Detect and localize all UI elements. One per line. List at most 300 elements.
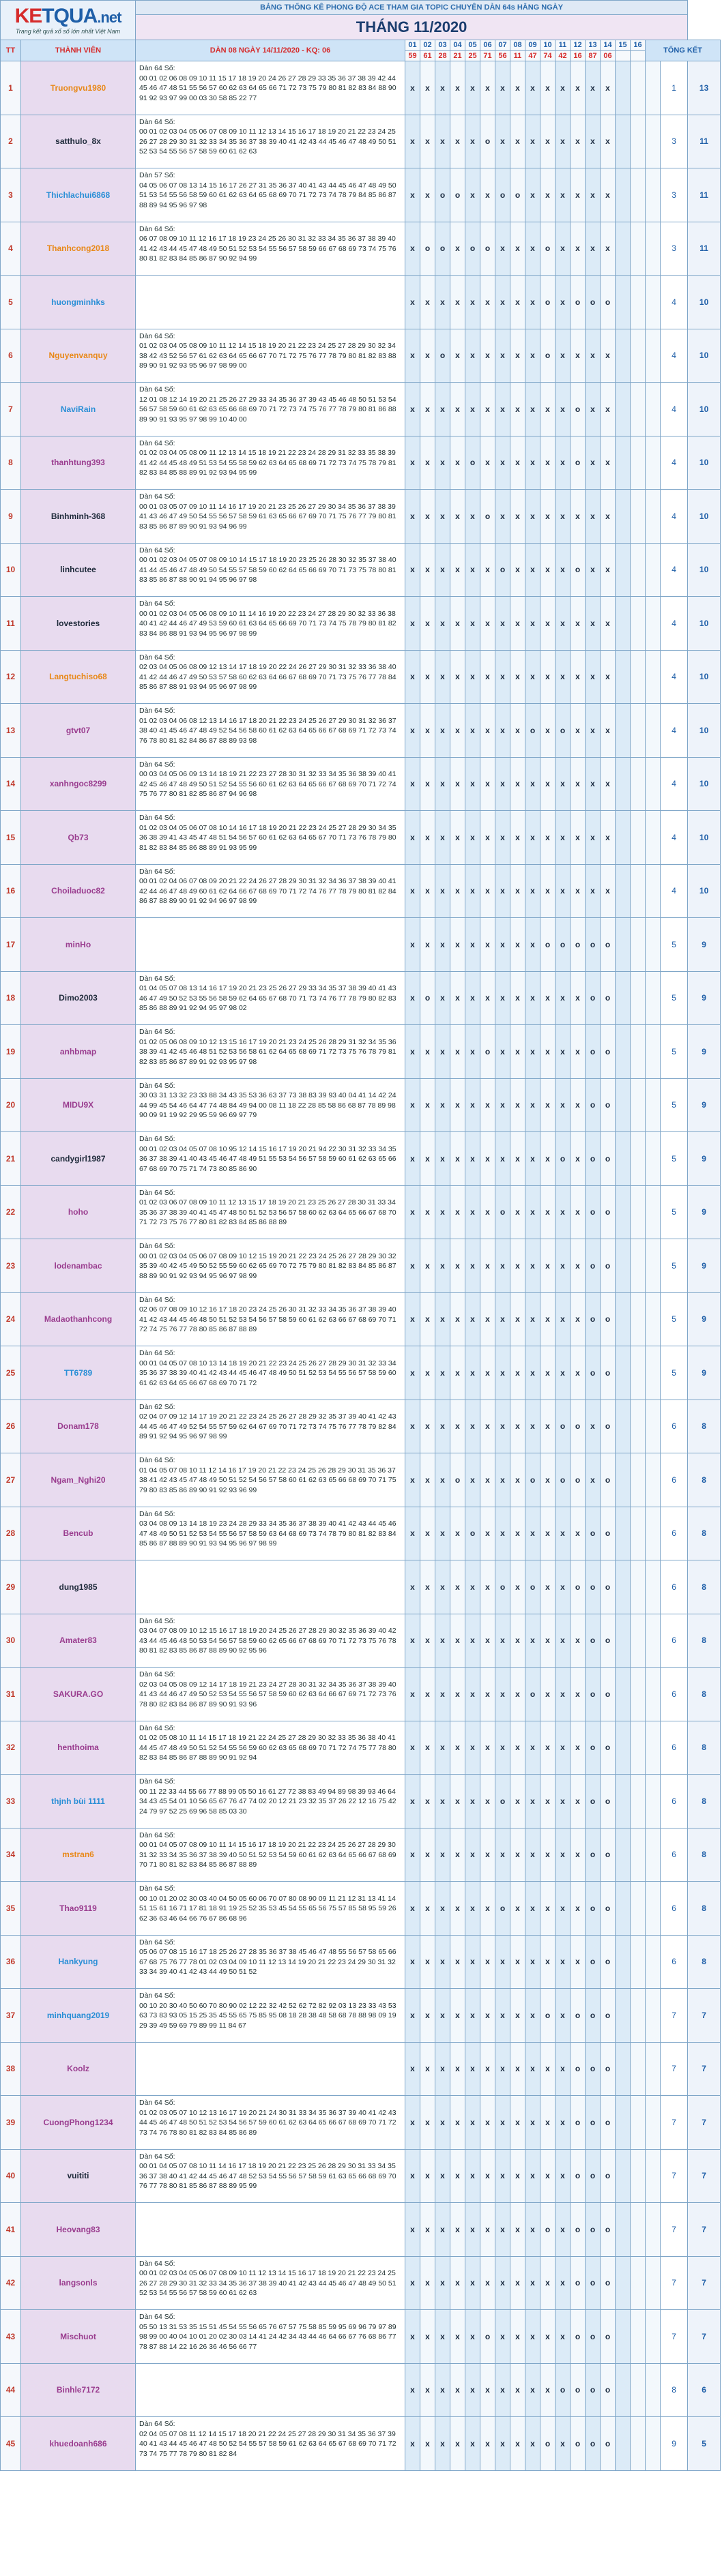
member-name[interactable]: minHo	[21, 918, 136, 972]
day-mark: o	[601, 2363, 616, 2417]
number-set-heading: Dàn 62 Số:	[139, 1402, 175, 1411]
member-name[interactable]: Bencub	[21, 1507, 136, 1560]
number-set-heading: Dàn 64 Số:	[139, 224, 175, 233]
member-name[interactable]: Choiladuoc82	[21, 864, 136, 918]
member-name[interactable]: mstran6	[21, 1828, 136, 1882]
day-mark: x	[571, 1292, 586, 1346]
member-name[interactable]: Koolz	[21, 2042, 136, 2096]
day-mark: x	[405, 811, 420, 865]
member-name[interactable]: gtvt07	[21, 704, 136, 758]
day-mark	[616, 971, 631, 1025]
day-mark: x	[555, 2042, 571, 2096]
day-mark: x	[480, 1292, 495, 1346]
day-mark: x	[450, 2149, 465, 2203]
day-mark: o	[586, 2042, 601, 2096]
number-set	[136, 1721, 405, 1775]
day-mark: x	[465, 2203, 480, 2257]
row-index: 6	[1, 329, 21, 383]
day-mark: x	[435, 490, 450, 544]
day-mark: x	[571, 168, 586, 222]
day-mark: x	[465, 971, 480, 1025]
day-mark: o	[601, 1132, 616, 1186]
day-mark: x	[601, 383, 616, 436]
day-mark: x	[510, 1185, 525, 1239]
day-mark: x	[495, 2203, 510, 2257]
number-set-values: 00 01 03 05 07 09 10 11 14 16 17 19 20 21 23 25 26 27 29 30 34 35 36 37 38 39 41 43 46 47 49 50 54 55 56 57 58 59 61 63 65 66 67 69 70 71 75 76 77 79 80 81 83 85 86 87 89 90 91 93 94 96 99	[139, 502, 396, 531]
day-mark: x	[571, 1668, 586, 1721]
day-mark: x	[465, 2149, 480, 2203]
day-mark: x	[405, 1078, 420, 1132]
member-name[interactable]: xanhngoc8299	[21, 757, 136, 811]
day-mark: x	[495, 115, 510, 168]
day-mark: x	[495, 1025, 510, 1079]
day-mark: x	[525, 597, 540, 651]
day-mark	[631, 2310, 646, 2364]
day-mark: x	[435, 2310, 450, 2364]
day-mark	[616, 2417, 631, 2471]
day-mark: o	[525, 1453, 540, 1507]
day-mark: x	[571, 1775, 586, 1829]
day-mark: o	[586, 2310, 601, 2364]
hit-count: 10	[688, 864, 721, 918]
table-row	[1, 2096, 721, 2150]
number-set	[136, 2417, 405, 2471]
day-mark: x	[601, 757, 616, 811]
member-name[interactable]: hoho	[21, 1185, 136, 1239]
day-mark: x	[510, 115, 525, 168]
day-mark: o	[571, 1453, 586, 1507]
day-mark: o	[586, 1775, 601, 1829]
member-name[interactable]: anhbmap	[21, 1025, 136, 1079]
member-name[interactable]: SAKURA.GO	[21, 1668, 136, 1721]
miss-count: 6	[661, 1560, 688, 1614]
day-mark: o	[571, 2096, 586, 2150]
day-mark: x	[555, 383, 571, 436]
day-header-11: 11	[555, 40, 571, 51]
day-mark: x	[525, 1614, 540, 1668]
member-name[interactable]: thjnh bùi 1111	[21, 1775, 136, 1829]
day-mark: x	[525, 1882, 540, 1936]
day-mark: x	[525, 757, 540, 811]
day-mark: x	[555, 115, 571, 168]
spacer-cell	[646, 1560, 661, 1614]
row-index: 13	[1, 704, 21, 758]
day-mark: x	[601, 597, 616, 651]
day-mark: o	[586, 1346, 601, 1400]
number-set-values: 03 04 08 09 13 14 18 19 23 24 28 29 33 34 35 36 37 38 39 40 41 42 43 44 45 46 47 48 49 50 51 52 53 54 55 56 57 58 59 63 64 68 69 73 74 78 79 80 81 82 83 84 85 86 87 88 89 90 91 93 94 95 96 97 98 99	[139, 1520, 396, 1548]
day-mark: x	[495, 811, 510, 865]
day-mark: x	[555, 276, 571, 329]
spacer-cell	[646, 704, 661, 758]
day-mark	[631, 1775, 646, 1829]
row-index: 20	[1, 1078, 21, 1132]
day-mark: x	[435, 704, 450, 758]
hit-count: 13	[688, 61, 721, 115]
logo[interactable]: KETQUA.net	[14, 5, 121, 27]
row-index: 34	[1, 1828, 21, 1882]
day-mark: x	[405, 1453, 420, 1507]
day-mark: x	[601, 222, 616, 276]
day-mark: x	[405, 2042, 420, 2096]
hit-count: 6	[688, 2363, 721, 2417]
day-mark: x	[525, 811, 540, 865]
row-index: 18	[1, 971, 21, 1025]
day-header-14: 14	[601, 40, 616, 51]
miss-count: 7	[661, 1989, 688, 2043]
member-name[interactable]: vuititi	[21, 2149, 136, 2203]
day-mark: x	[510, 1292, 525, 1346]
day-mark: x	[495, 650, 510, 704]
table-row	[1, 2203, 721, 2257]
member-name[interactable]: Madaothanhcong	[21, 1292, 136, 1346]
table-row	[1, 918, 721, 972]
day-mark	[616, 597, 631, 651]
member-name[interactable]: Truongvu1980	[21, 61, 136, 115]
day-mark: x	[586, 436, 601, 490]
day-mark: x	[601, 61, 616, 115]
member-name[interactable]: dung1985	[21, 1560, 136, 1614]
day-mark: x	[525, 2417, 540, 2471]
day-mark: x	[435, 1560, 450, 1614]
day-mark: x	[540, 2256, 555, 2310]
day-mark: o	[601, 1828, 616, 1882]
row-index: 26	[1, 1400, 21, 1453]
member-name[interactable]: NaviRain	[21, 383, 136, 436]
day-mark: x	[420, 1453, 435, 1507]
day-mark: x	[525, 971, 540, 1025]
day-mark: x	[480, 1882, 495, 1936]
day-mark: x	[540, 1025, 555, 1079]
day-mark: x	[435, 1400, 450, 1453]
day-mark: x	[555, 1239, 571, 1293]
day-mark: o	[586, 1560, 601, 1614]
day-mark: x	[405, 650, 420, 704]
member-name[interactable]: CuongPhong1234	[21, 2096, 136, 2150]
day-mark: x	[450, 1935, 465, 1989]
day-mark: x	[480, 1078, 495, 1132]
day-mark: x	[450, 2363, 465, 2417]
day-mark: x	[586, 757, 601, 811]
day-mark: x	[480, 1989, 495, 2043]
day-mark: x	[405, 2149, 420, 2203]
day-mark: x	[525, 61, 540, 115]
table-row	[1, 1025, 721, 1079]
day-mark: x	[495, 1614, 510, 1668]
day-mark: x	[405, 597, 420, 651]
day-mark: x	[571, 1239, 586, 1293]
table-row	[1, 1668, 721, 1721]
member-name[interactable]: Dimo2003	[21, 971, 136, 1025]
day-mark: x	[540, 1078, 555, 1132]
miss-count: 5	[661, 1078, 688, 1132]
day-mark: x	[465, 1132, 480, 1186]
spacer-cell	[646, 1882, 661, 1936]
day-mark: x	[510, 918, 525, 972]
member-name[interactable]: Qb73	[21, 811, 136, 865]
day-mark: x	[450, 222, 465, 276]
number-set-heading: Dàn 64 Số:	[139, 2313, 175, 2321]
day-mark	[631, 1721, 646, 1775]
day-mark: x	[571, 597, 586, 651]
day-mark: x	[480, 2363, 495, 2417]
member-name[interactable]: khuedoanh686	[21, 2417, 136, 2471]
day-mark: x	[525, 1507, 540, 1560]
row-index: 39	[1, 2096, 21, 2150]
day-mark: x	[465, 1935, 480, 1989]
day-mark: x	[571, 971, 586, 1025]
day-mark: x	[420, 1400, 435, 1453]
member-name[interactable]: Binhle7172	[21, 2363, 136, 2417]
day-mark: x	[450, 276, 465, 329]
number-set	[136, 436, 405, 490]
spacer-cell	[646, 1668, 661, 1721]
row-index: 16	[1, 864, 21, 918]
day-mark: x	[450, 115, 465, 168]
day-mark	[616, 1775, 631, 1829]
day-mark: x	[571, 864, 586, 918]
day-mark: x	[420, 436, 435, 490]
row-index: 14	[1, 757, 21, 811]
day-mark: x	[405, 918, 420, 972]
day-mark: o	[525, 704, 540, 758]
day-mark: x	[450, 1132, 465, 1186]
number-set-values: 02 04 05 07 08 11 12 14 15 17 18 20 21 22 24 25 27 28 29 30 31 34 35 36 37 39 40 41 43 44 45 46 47 48 50 52 54 55 57 58 59 61 62 63 64 65 67 68 69 70 71 72 73 74 75 77 78 79 80 81 82 84	[139, 2429, 396, 2458]
day-result-03: 28	[435, 50, 450, 61]
row-index: 45	[1, 2417, 21, 2471]
day-mark: x	[450, 1025, 465, 1079]
day-mark: x	[586, 864, 601, 918]
table-row	[1, 1346, 721, 1400]
hit-count: 8	[688, 1721, 721, 1775]
member-name[interactable]: satthulo_8x	[21, 115, 136, 168]
day-mark: x	[495, 1507, 510, 1560]
number-set-values: 05 50 13 31 53 35 15 51 45 54 55 56 65 76 67 57 75 58 85 59 95 69 96 79 97 89 98 99 00 40 04 10 01 20 02 30 03 14 41 24 42 34 43 44 46 64 66 67 76 68 86 77 78 87 88 14 22 16 26 36 46 56 66 77	[139, 2322, 396, 2351]
number-set-values: 00 01 02 03 04 05 06 07 08 09 10 12 15 19 20 21 22 23 24 25 26 27 28 29 30 32 35 39 40 42 45 49 50 52 55 59 60 62 65 69 70 72 75 79 80 81 82 83 84 85 86 87 88 89 90 91 92 93 94 95 96 97 98 99	[139, 1252, 396, 1280]
member-name[interactable]: langsonls	[21, 2256, 136, 2310]
day-mark: x	[540, 2042, 555, 2096]
spacer-cell	[646, 597, 661, 651]
day-mark: o	[601, 1560, 616, 1614]
spacer-cell	[646, 1400, 661, 1453]
day-mark: x	[450, 704, 465, 758]
day-mark: o	[601, 1292, 616, 1346]
number-set-heading: Dàn 64 Số:	[139, 814, 175, 822]
number-set-heading: Dàn 64 Số:	[139, 1242, 175, 1250]
member-name[interactable]: Amater83	[21, 1614, 136, 1668]
number-set-values: 00 01 04 05 07 08 10 13 14 18 19 20 21 22 23 24 25 26 27 28 29 30 31 32 33 34 35 36 37 38 39 40 41 42 43 44 45 46 47 48 49 50 51 52 53 54 55 56 57 58 59 60 61 62 63 64 65 66 67 68 69 70 71 72	[139, 1359, 396, 1387]
number-set	[136, 1400, 405, 1453]
member-name[interactable]: Heovang83	[21, 2203, 136, 2257]
day-mark: x	[405, 1775, 420, 1829]
day-mark: x	[571, 1882, 586, 1936]
miss-count: 6	[661, 1828, 688, 1882]
day-mark: x	[525, 1989, 540, 2043]
day-mark: x	[525, 1185, 540, 1239]
number-set-values: 00 01 02 03 04 05 06 07 08 09 10 11 12 13 14 15 16 17 18 19 20 21 22 23 24 25 26 27 28 29 30 31 32 33 34 35 36 37 38 39 40 41 42 43 44 45 46 47 48 49 50 51 52 53 54 55 56 57 58 59 60 61 62 63	[139, 128, 396, 156]
number-set-values: 01 04 05 07 08 13 14 16 17 19 20 21 23 25 26 27 29 33 34 35 37 38 39 40 41 43 46 47 49 50 52 53 55 56 58 59 62 64 65 67 68 70 71 73 74 76 77 78 79 80 82 83 85 86 88 89 91 92 94 95 97 98 02	[139, 984, 396, 1012]
day-mark: x	[555, 757, 571, 811]
table-row	[1, 115, 721, 168]
day-mark: o	[571, 918, 586, 972]
day-mark: o	[435, 329, 450, 383]
day-mark: x	[586, 115, 601, 168]
number-set	[136, 1882, 405, 1936]
member-name[interactable]: minhquang2019	[21, 1989, 136, 2043]
miss-count: 6	[661, 1400, 688, 1453]
spacer-cell	[646, 61, 661, 115]
day-mark: x	[465, 1400, 480, 1453]
day-mark: x	[420, 2363, 435, 2417]
hit-count: 8	[688, 1882, 721, 1936]
number-set-values: 00 03 04 05 06 09 13 14 18 19 21 22 23 27 28 30 31 32 33 34 35 36 38 39 40 41 42 45 46 47 48 49 50 51 52 54 55 56 60 61 62 63 64 65 66 67 68 69 70 71 72 74 75 76 77 80 81 82 85 86 87 94 96 98	[139, 770, 396, 798]
day-mark: x	[405, 383, 420, 436]
day-mark: x	[405, 757, 420, 811]
number-set-heading: Dàn 64 Số:	[139, 707, 175, 715]
number-set-heading: Dàn 64 Số:	[139, 1188, 175, 1197]
day-mark: x	[601, 329, 616, 383]
miss-count: 1	[661, 61, 688, 115]
day-mark: x	[510, 61, 525, 115]
day-result-16	[631, 50, 646, 61]
member-name[interactable]: candygirl1987	[21, 1132, 136, 1186]
day-mark: x	[465, 329, 480, 383]
day-header-06: 06	[480, 40, 495, 51]
row-index: 25	[1, 1346, 21, 1400]
day-mark: o	[601, 1935, 616, 1989]
row-index: 43	[1, 2310, 21, 2364]
day-mark	[631, 1078, 646, 1132]
spacer-cell	[646, 115, 661, 168]
member-name[interactable]: thanhtung393	[21, 436, 136, 490]
member-name[interactable]: lodenambac	[21, 1239, 136, 1293]
day-mark: x	[510, 1132, 525, 1186]
day-mark: x	[465, 61, 480, 115]
day-mark	[631, 168, 646, 222]
day-mark: x	[555, 1025, 571, 1079]
hit-count: 7	[688, 2096, 721, 2150]
member-name[interactable]: TT6789	[21, 1346, 136, 1400]
day-mark: x	[450, 2042, 465, 2096]
member-name[interactable]: Mischuot	[21, 2310, 136, 2364]
day-mark	[616, 704, 631, 758]
day-mark: o	[601, 1989, 616, 2043]
member-name[interactable]: Hankyung	[21, 1935, 136, 1989]
day-mark: x	[555, 61, 571, 115]
day-mark	[631, 2042, 646, 2096]
number-set-values: 01 02 05 08 10 11 14 15 17 18 19 21 22 24 25 27 28 29 30 32 33 35 36 38 40 41 44 45 47 48 49 50 51 52 54 55 56 59 60 62 63 65 68 69 70 71 72 74 75 77 78 80 82 83 84 85 86 87 88 89 90 91 92 94	[139, 1734, 396, 1762]
day-mark	[631, 971, 646, 1025]
day-mark: x	[571, 1614, 586, 1668]
number-set-heading: Dàn 64 Số:	[139, 760, 175, 769]
day-mark: o	[480, 2310, 495, 2364]
day-mark: x	[495, 1668, 510, 1721]
day-mark: x	[495, 2096, 510, 2150]
miss-count: 4	[661, 650, 688, 704]
day-mark: x	[540, 490, 555, 544]
table-row	[1, 222, 721, 276]
day-mark: x	[540, 1882, 555, 1936]
member-name[interactable]: Ngam_Nghi20	[21, 1453, 136, 1507]
member-name[interactable]: Thichlachui6868	[21, 168, 136, 222]
member-name[interactable]: henthoima	[21, 1721, 136, 1775]
member-name[interactable]: Thanhcong2018	[21, 222, 136, 276]
day-mark: x	[465, 115, 480, 168]
row-index: 41	[1, 2203, 21, 2257]
member-name[interactable]: Nguyenvanquy	[21, 329, 136, 383]
day-mark: x	[420, 1614, 435, 1668]
day-mark	[616, 1935, 631, 1989]
member-name[interactable]: linhcutee	[21, 543, 136, 597]
member-name[interactable]: Binhminh-368	[21, 490, 136, 544]
day-mark: x	[465, 864, 480, 918]
number-set	[136, 864, 405, 918]
member-name[interactable]: lovestories	[21, 597, 136, 651]
day-mark: x	[435, 1078, 450, 1132]
number-set-heading: Dàn 64 Số:	[139, 1509, 175, 1518]
day-mark	[631, 329, 646, 383]
day-mark: x	[540, 2096, 555, 2150]
day-mark: o	[495, 1560, 510, 1614]
miss-count: 4	[661, 490, 688, 544]
day-header-08: 08	[510, 40, 525, 51]
number-set-values: 01 02 03 04 05 06 07 08 10 14 16 17 18 19 20 21 22 23 24 25 27 28 29 30 34 35 36 38 39 41 43 45 47 48 51 54 56 57 60 61 62 63 64 65 67 70 71 73 76 78 79 80 81 82 83 84 85 86 88 89 91 93 95 99	[139, 823, 396, 852]
logo-area[interactable]	[1, 1, 136, 40]
row-index: 12	[1, 650, 21, 704]
member-name[interactable]: huongminhks	[21, 276, 136, 329]
day-mark: x	[405, 1989, 420, 2043]
day-mark: x	[480, 864, 495, 918]
day-mark: o	[601, 1721, 616, 1775]
day-mark: x	[435, 1239, 450, 1293]
number-set-heading: Dàn 64 Số:	[139, 653, 175, 662]
number-set-values: 04 05 06 07 08 13 14 15 16 17 26 27 31 35 36 37 40 41 43 44 45 46 47 48 49 50 51 53 54 55 56 58 59 60 61 62 63 64 65 68 69 70 71 72 73 74 78 79 84 85 86 87 88 89 94 95 96 97 98	[139, 181, 396, 209]
day-mark: x	[480, 383, 495, 436]
hit-count: 9	[688, 1346, 721, 1400]
day-mark: o	[601, 918, 616, 972]
number-set-values: 01 02 03 04 05 08 09 10 11 12 14 15 18 19 20 21 22 23 24 25 27 28 29 30 32 34 38 42 43 52 56 57 61 62 63 64 65 66 67 70 71 72 75 76 77 78 79 80 81 82 83 88 89 90 91 92 93 95 96 97 98 99 00	[139, 342, 396, 370]
number-set-values: 00 01 04 05 07 08 09 10 11 14 15 16 17 18 19 20 21 22 23 24 25 26 27 28 29 30 31 32 33 34 35 36 37 38 39 40 50 51 52 53 54 59 60 61 62 63 64 65 66 67 68 69 70 71 80 81 82 83 84 85 86 87 88 89	[139, 1841, 396, 1869]
member-name[interactable]: Thao9119	[21, 1882, 136, 1936]
day-mark: x	[540, 436, 555, 490]
day-mark: o	[540, 276, 555, 329]
day-mark: x	[555, 2310, 571, 2364]
day-mark: x	[571, 1721, 586, 1775]
table-row	[1, 971, 721, 1025]
day-mark	[631, 1400, 646, 1453]
day-mark	[631, 1453, 646, 1507]
day-mark: x	[405, 2310, 420, 2364]
number-set-values: 02 03 04 05 08 09 12 14 17 18 19 21 23 24 27 28 30 31 32 34 35 36 37 38 39 40 41 43 44 46 47 49 50 52 53 54 55 56 57 58 59 60 62 63 64 66 67 69 71 72 73 76 78 80 82 83 84 86 87 89 90 91 93 96	[139, 1680, 396, 1708]
day-mark: x	[465, 1668, 480, 1721]
number-set-values: 00 01 02 03 04 05 06 08 09 10 11 14 16 19 20 22 23 24 27 28 29 30 32 33 36 38 40 41 42 44 46 47 49 53 59 60 61 63 64 65 66 69 70 71 73 74 75 78 79 80 81 82 83 84 86 88 91 93 94 95 96 97 98 99	[139, 609, 396, 638]
day-mark: x	[555, 1614, 571, 1668]
number-set-heading: Dàn 64 Số:	[139, 1081, 175, 1090]
member-name[interactable]: MIDU9X	[21, 1078, 136, 1132]
day-mark: x	[465, 2256, 480, 2310]
spacer-cell	[646, 1078, 661, 1132]
day-mark: x	[510, 1346, 525, 1400]
day-mark: o	[601, 2256, 616, 2310]
day-mark: x	[420, 276, 435, 329]
member-name[interactable]: Donam178	[21, 1400, 136, 1453]
day-mark: x	[571, 1935, 586, 1989]
member-name[interactable]: Langtuchiso68	[21, 650, 136, 704]
day-mark: o	[601, 2310, 616, 2364]
miss-count: 6	[661, 1882, 688, 1936]
row-index: 38	[1, 2042, 21, 2096]
day-mark: x	[510, 276, 525, 329]
day-mark: o	[586, 1828, 601, 1882]
